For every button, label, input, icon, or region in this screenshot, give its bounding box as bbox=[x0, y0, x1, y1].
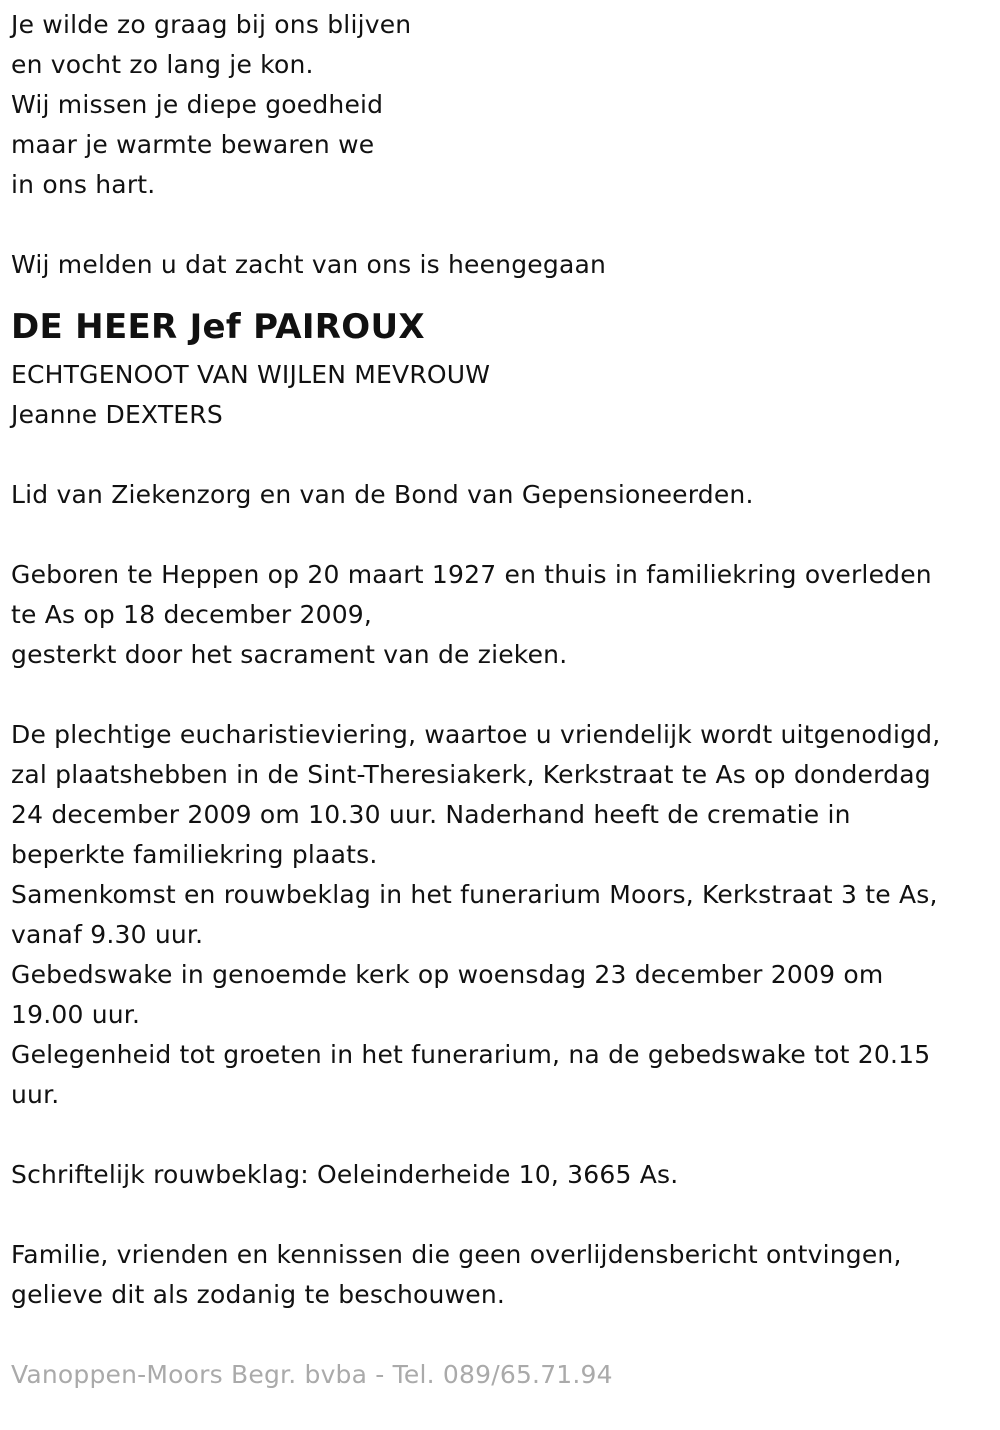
poem-line: en vocht zo lang je kon. bbox=[11, 50, 314, 79]
poem-line: maar je warmte bewaren we bbox=[11, 130, 375, 159]
ceremony-line: 19.00 uur. bbox=[11, 1000, 141, 1029]
condolence-address: Schriftelijk rouwbeklag: Oeleinderheide 10, 3665 As. bbox=[11, 1160, 679, 1189]
spacer bbox=[11, 1195, 993, 1235]
spacer bbox=[11, 205, 993, 245]
poem-line: in ons hart. bbox=[11, 170, 156, 199]
relation-line: Jeanne DEXTERS bbox=[11, 400, 223, 429]
closing-block bbox=[11, 1235, 993, 1315]
relation-line: ECHTGENOOT VAN WIJLEN MEVROUW bbox=[11, 360, 491, 389]
ceremony-line: vanaf 9.30 uur. bbox=[11, 920, 204, 949]
membership-text: Lid van Ziekenzorg en van de Bond van Gepensioneerden. bbox=[11, 480, 754, 509]
ceremony-line: uur. bbox=[11, 1080, 60, 1109]
ceremony-line: Gelegenheid tot groeten in het funerarium, na de gebedswake tot 20.15 bbox=[11, 1040, 931, 1069]
ceremony-line: De plechtige eucharistieviering, waartoe u vriendelijk wordt uitgenodigd, bbox=[11, 720, 941, 749]
spacer bbox=[11, 1115, 993, 1155]
spacer bbox=[11, 675, 993, 715]
ceremony-line: 24 december 2009 om 10.30 uur. Naderhand heeft de crematie in bbox=[11, 800, 851, 829]
announcement-text: Wij melden u dat zacht van ons is heengegaan bbox=[11, 250, 607, 279]
spacer bbox=[11, 435, 993, 475]
birth-death-line: Geboren te Heppen op 20 maart 1927 en thuis in familiekring overleden bbox=[11, 560, 932, 589]
poem-line: Wij missen je diepe goedheid bbox=[11, 90, 384, 119]
spacer bbox=[11, 1315, 993, 1355]
poem bbox=[11, 5, 993, 205]
closing-line: Familie, vrienden en kennissen die geen overlijdensbericht ontvingen, bbox=[11, 1240, 902, 1269]
ceremony-block bbox=[11, 715, 993, 1115]
ceremony-line: Samenkomst en rouwbeklag in het funerarium Moors, Kerkstraat 3 te As, bbox=[11, 880, 938, 909]
closing-line: gelieve dit als zodanig te beschouwen. bbox=[11, 1280, 506, 1309]
deceased-name: DE HEER Jef PAIROUX bbox=[11, 307, 425, 347]
birth-death-line: gesterkt door het sacrament van de zieken. bbox=[11, 640, 568, 669]
funeral-home-footer: Vanoppen-Moors Begr. bvba - Tel. 089/65.71.94 bbox=[11, 1360, 613, 1389]
relation-block bbox=[11, 355, 993, 435]
ceremony-line: beperkte familiekring plaats. bbox=[11, 840, 378, 869]
ceremony-line: Gebedswake in genoemde kerk op woensdag 23 december 2009 om bbox=[11, 960, 884, 989]
birth-death-line: te As op 18 december 2009, bbox=[11, 600, 373, 629]
ceremony-line: zal plaatshebben in de Sint-Theresiakerk, Kerkstraat te As op donderdag bbox=[11, 760, 931, 789]
poem-line: Je wilde zo graag bij ons blijven bbox=[11, 10, 412, 39]
spacer bbox=[11, 515, 993, 555]
birth-death-block bbox=[11, 555, 993, 675]
death-notice bbox=[11, 5, 993, 1395]
